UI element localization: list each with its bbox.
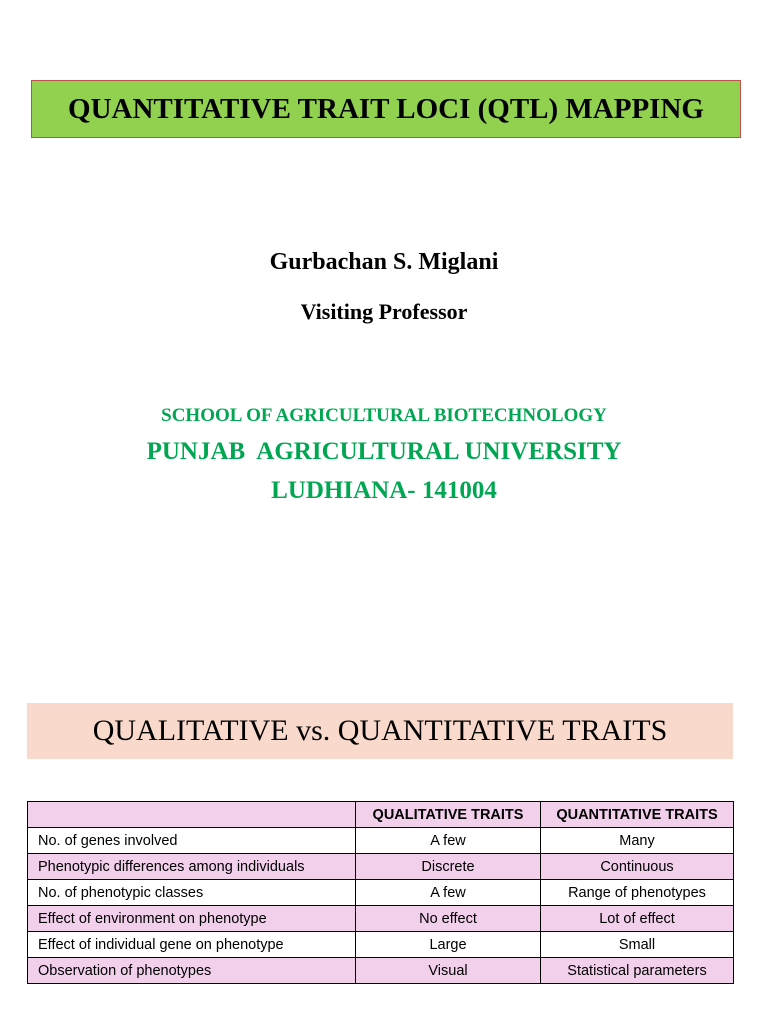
quantitative-value: Lot of effect — [541, 906, 734, 932]
qualitative-value: Discrete — [356, 854, 541, 880]
table-row — [28, 958, 734, 984]
traits-comparison-table — [27, 801, 734, 984]
header-qualitative: QUALITATIVE TRAITS — [356, 802, 541, 828]
table-row — [28, 880, 734, 906]
qualitative-value: Visual — [356, 958, 541, 984]
slide-title: QUANTITATIVE TRAIT LOCI (QTL) MAPPING — [68, 92, 704, 125]
row-label: Effect of individual gene on phenotype — [28, 932, 356, 958]
row-label: Phenotypic differences among individuals — [28, 854, 356, 880]
qualitative-value: Large — [356, 932, 541, 958]
school-name: SCHOOL OF AGRICULTURAL BIOTECHNOLOGY — [161, 405, 607, 426]
quantitative-value: Small — [541, 932, 734, 958]
title-banner — [31, 80, 741, 138]
table-row — [28, 932, 734, 958]
row-label: Effect of environment on phenotype — [28, 906, 356, 932]
row-label: No. of phenotypic classes — [28, 880, 356, 906]
row-label: Observation of phenotypes — [28, 958, 356, 984]
qualitative-value: No effect — [356, 906, 541, 932]
section-title: QUALITATIVE vs. QUANTITATIVE TRAITS — [92, 714, 668, 747]
section-title-banner — [27, 703, 733, 759]
header-cell-empty — [28, 802, 356, 828]
table-header-row — [28, 802, 734, 828]
city-pincode: LUDHIANA- 141004 — [271, 477, 497, 504]
qualitative-value: A few — [356, 880, 541, 906]
table-row — [28, 906, 734, 932]
author-name: Gurbachan S. Miglani — [269, 249, 499, 275]
author-role: Visiting Professor — [300, 299, 468, 324]
quantitative-value: Range of phenotypes — [541, 880, 734, 906]
qualitative-value: A few — [356, 828, 541, 854]
table-row — [28, 828, 734, 854]
header-quantitative: QUANTITATIVE TRAITS — [541, 802, 734, 828]
quantitative-value: Statistical parameters — [541, 958, 734, 984]
quantitative-value: Many — [541, 828, 734, 854]
quantitative-value: Continuous — [541, 854, 734, 880]
table-row — [28, 854, 734, 880]
row-label: No. of genes involved — [28, 828, 356, 854]
university-name: PUNJAB AGRICULTURAL UNIVERSITY — [146, 438, 622, 465]
